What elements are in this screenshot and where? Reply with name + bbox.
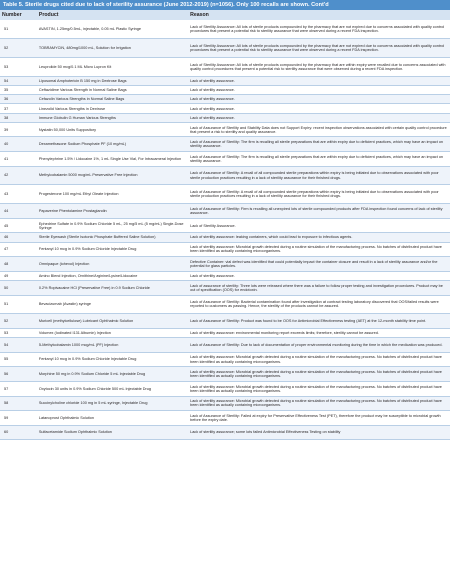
row-reason: Lack of sterility assurance; some lots failed Antimicrobial Effectiveness Testing on stability [190,430,341,435]
row-number: 35 [4,88,9,93]
row-product: Volumex (Iodinated I131 Albumin) Injection [38,330,111,335]
row-number: 59 [4,415,9,420]
table-row [0,411,450,426]
row-reason: Lack of Assurance of Sterility: The firm is recalling all sterile preparations that are within expiry due to deficient practices, which may have an impact on sterility assurance. [190,140,444,149]
table-row [0,367,450,382]
row-reason: Lack of sterility assurance. [190,106,235,111]
header-reason: Reason [188,10,450,20]
table-row [0,86,450,95]
row-number: 43 [4,192,9,197]
row-reason: Lack of assurance of sterility: Three lots were released where there was a failure to follow proper testing and investigation procedures. Product may be out of specification (OOS) for endotoxin. [190,283,443,292]
table-title: Table 5. Sterile drugs cited due to lack of sterility assurance (June 2012-2019) (n=1056). Only 100 recalls are shown. Cont'd [0,0,450,10]
table-row [0,122,450,137]
row-number: 42 [4,173,9,178]
table-row [0,328,450,337]
row-number: 49 [4,273,9,278]
row-reason: Lack of sterility assurance. [190,88,235,93]
row-reason: Lack of Assurance of Sterility and Stability Data does not Support Expiry: recent inspection observations associated with certain quality control procedure that present a risk to sterility and quality assurance. [190,125,447,134]
row-product: Ceftazidime Various Strength in Normal Saline Bags [38,88,127,93]
row-number: 56 [4,372,9,377]
row-number: 52 [4,319,9,324]
row-reason: Lack of sterility assurance: environmental monitoring report exceeds limits; therefore, sterility cannot be assured. [190,330,379,335]
row-product: Leuprolide 50 mcg/0.1 ML Micro Lupron Kit [38,64,112,69]
row-reason: Lack of sterility assurance: Microbial growth detected during a routine simulation of the manufacturing process. No batches of distributed product have been identified as actually containing microorganisms. [190,384,442,393]
table-body [0,20,450,440]
table-row [0,204,450,219]
row-product: Ephedrine Sulfate in 0.9% Sodium Chloride 5 mL, 25 mg/5 mL (5 mg/mL) Single-Dose Syringe [38,221,184,230]
table-row [0,39,450,58]
table-row [0,295,450,314]
row-product: Muricell (methylcellulose) Lubricant Ophthalmic Solution [38,319,134,324]
row-product: 0.2% Ropivacaine HCl (Preservative Free) in 0.9 Sodium Chloride [38,285,150,290]
table-row [0,76,450,85]
row-reason: Lack of Assurance of Sterility: A recall of all compounded sterile preparations within expiry is being initiated due to observations associated with poor sterile production practices resulting in a lack of sterility assurance for their finished drugs. [190,190,439,199]
table-row [0,233,450,242]
row-product: Sulfacetamide Sodium Ophthalmic Solution [38,430,112,435]
row-product: Fentanyl 10 mcg in 0.9% Sodium Chloride Injectable Drug [38,357,137,362]
row-number: 53 [4,64,9,69]
row-product: Sterile Eyewash (Sterile Isotonic Phosphate Buffered Saline Solution) [38,235,156,240]
row-product: Cefazolin Various Strengths in Normal Saline Bags [38,97,125,102]
row-reason: Lack of Sterility Assurance: All lots of sterile products compounded by the pharmacy that are not expired due to concerns associated with quality control procedures that present a potential risk to sterility assurance that were observed during a recent FDA inspection. [190,44,445,53]
row-product: 5-Methylcobalamin 1000 mcg/mL (PF) Injection [38,342,119,347]
row-product: Bevacizumab (Avastin) syringe [38,302,91,307]
row-reason: Lack of sterility assurance. [190,115,235,120]
row-reason: Lack of Assurance of Sterility: A recall of all compounded sterile preparations within expiry is being initiated due to observations associated with poor sterile production practices resulting in a lack of sterility assurance for their finished drugs. [190,171,439,180]
table-row [0,95,450,104]
row-reason: Lack of sterility assurance: Microbial growth detected during a routine simulation of the manufacturing process. No batches of distributed product have been identified as actually containing microorganisms. [190,399,442,408]
table-row [0,113,450,122]
row-number: 50 [4,285,9,290]
table-row [0,271,450,280]
row-product: Nystatin 50,000 Units Suppository [38,127,97,132]
row-number: 40 [4,142,9,147]
row-product: Morphine 50 mg in 0.9% Sodium Chloride 5 mL Injectable Drug [38,372,146,377]
row-reason: Lack of Sterility Assurance: All lots of sterile products compounded by the pharmacy that are within expiry were recalled due to concerns associated with quality control procedures that present a potential risk to sterility assurance that were observed during a recent FDA inspection. [190,62,446,71]
table-row [0,425,450,440]
row-reason: Lack of Assurance of Sterility: Due to lack of documentation of proper environmental monitoring during the time in which the medication was produced. [190,342,443,347]
row-reason: Lack of sterility assurance. [190,78,235,83]
table-row [0,396,450,411]
row-reason: Lack of Sterility Assurance: All lots of sterile products compounded by the pharmacy that are not expired due to concerns associated with quality control procedures that present a potential risk to sterility assurance that were observed during a recent FDA inspection. [190,25,445,34]
row-reason: Lack of Assurance of Sterility: Failed at expiry for Preservative Effectiveness Test (PET), therefore the product may be susceptible to microbial growth before the expiry date. [190,413,441,422]
row-product: Phenylephrine 1.5% / Lidocaine 1%, 1 mL Single Use Vial, For Intracameral Injection [38,156,182,161]
row-number: 58 [4,401,9,406]
row-number: 52 [4,46,9,51]
row-number: 45 [4,223,9,228]
row-reason: Lack of sterility assurance: leaking containers, which could lead to exposure to infectious agents. [190,235,353,240]
row-product: Omnipaque (iohexol) Injection [38,261,90,266]
row-number: 51 [4,302,9,307]
row-reason: Lack of sterility assurance. [190,273,235,278]
row-number: 53 [4,330,9,335]
row-number: 37 [4,106,9,111]
row-number: 54 [4,342,9,347]
row-reason: Lack of Sterility Assurance. [190,223,236,228]
row-reason: Defective Container: vial defect was identified that could potentially impact the container closure and result in a lack of sterility assurance and/or the potential for glass particles. [190,259,438,268]
table-row [0,352,450,367]
table-row [0,257,450,272]
row-product: Succinylcholine chloride 100 mg in 5 mL syringe, Injectable Drug [38,401,148,406]
row-product: AVASTIN, 1.25mg/0.5mL, injectable, 0.05 mL Plastic Syringe [38,27,141,32]
row-reason: Lack of Assurance of Sterility: The firm is recalling all sterile preparations that are within expiry due to deficient practices, which may have an impact on sterility assurance. [190,154,444,163]
header-row [0,10,450,20]
row-number: 55 [4,357,9,362]
table-row [0,58,450,77]
table-row [0,338,450,353]
table-row [0,104,450,113]
row-number: 38 [4,115,9,120]
table-row [0,381,450,396]
row-number: 60 [4,430,9,435]
row-reason: Lack of sterility assurance: Microbial growth detected during a routine simulation of the manufacturing process. No batches of distributed product have been identified as actually containing microorganisms. [190,370,442,379]
row-product: Oxytocin 30 units in 0.9% Sodium Chloride 500 mL Injectable Drug [38,386,152,391]
row-number: 36 [4,97,9,102]
row-product: Dexamethasone Sodium Phosphate PF (10 mg/mL) [38,142,127,147]
recall-table [0,10,450,440]
header-number: Number [0,10,37,20]
row-product: Progesterone 100 mg/mL Ethyl Oleate Injection [38,192,119,197]
row-product: Methylcobalamin 5000 mcg/mL Preservative Free Injection [38,173,138,178]
table-row [0,137,450,152]
table-row [0,20,450,39]
row-number: 44 [4,208,9,213]
row-number: 39 [4,127,9,132]
row-product: Amino Blend Injection, Ornithine/Arginine/Lysine/Lidocaine [38,273,138,278]
table-row [0,242,450,257]
row-product: TOBRAMYCIN, 480mg/1000 mL, Solution for Irrigation [38,46,131,51]
table-row [0,152,450,167]
table-row [0,185,450,204]
row-number: 46 [4,235,9,240]
row-product: Liposomal Amphotericin B 150 mg in Dextrose Bags [38,78,127,83]
row-reason: Lack of sterility assurance. [190,97,235,102]
row-reason: Lack of Assurance of Sterility: Product was found to be OOS for Antimicrobial Effectiveness testing (AET) at the 12-month stability time point. [190,319,427,324]
header-product: Product [37,10,188,20]
row-product: Latanoprost Ophthalmic Solution [38,415,94,420]
row-product: Immune Globulin G Human Various Strengths [38,115,116,120]
row-number: 47 [4,247,9,252]
row-reason: Lack of sterility assurance: Microbial growth detected during a routine simulation of the manufacturing process. No batches of distributed product have been identified as actually containing microorganisms. [190,355,442,364]
row-number: 51 [4,27,9,32]
row-number: 54 [4,78,9,83]
table-row [0,280,450,295]
table-row [0,314,450,329]
row-number: 41 [4,156,9,161]
row-product: Linezolid Various Strengths in Dextrose [38,106,106,111]
table-row [0,218,450,233]
row-reason: Lack of Assurance of Sterility: Firm is recalling all unexpired lots of sterile compounded products after FDA inspection found concerns of lack of sterility assurance. [190,206,443,215]
row-product: Papaverine Phentolamine Prostaglandin [38,208,107,213]
row-reason: Lack of sterility assurance: Microbial growth detected during a routine simulation of the manufacturing process. No batches of distributed product have been identified as actually containing microorganisms. [190,245,442,254]
row-product: Fentanyl 10 mcg in 0.9% Sodium Chloride Injectable Drug [38,247,137,252]
row-number: 48 [4,261,9,266]
table-row [0,166,450,185]
row-reason: Lack of Assurance of Sterility: Bacterial contamination found after investigation at contract testing laboratory discovered that OOS/failed results were reported to customers as passing. Hence, the sterility of the products cannot be assured. [190,300,439,309]
row-number: 57 [4,386,9,391]
